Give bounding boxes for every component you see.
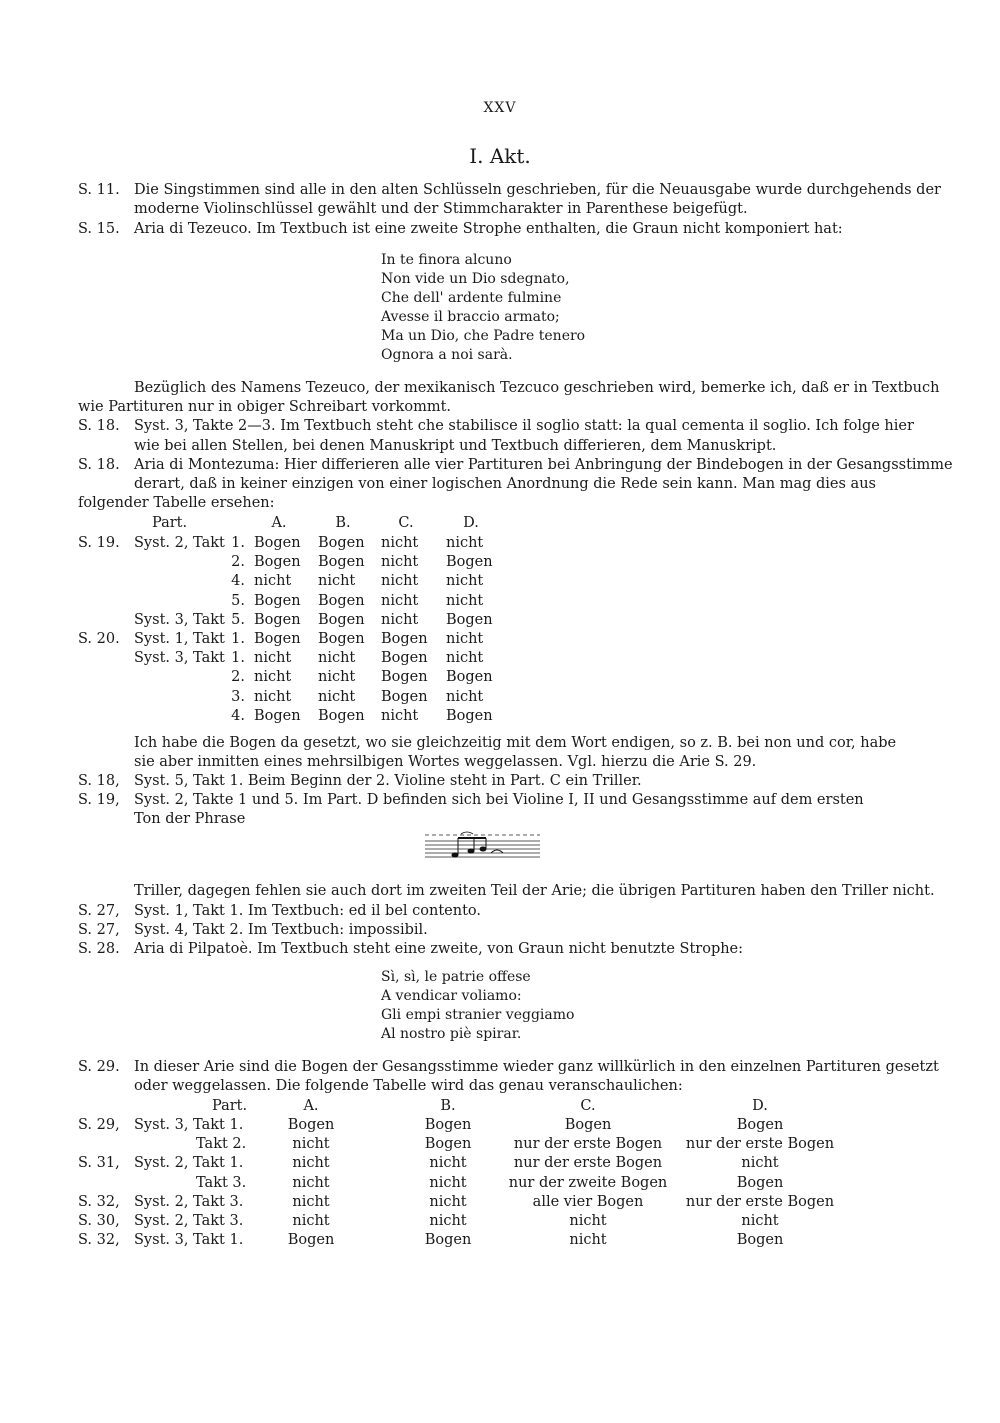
table-cell: Bogen <box>287 1117 335 1133</box>
table-cell-takt: 4. <box>231 573 245 589</box>
table-cell-takt: 5. <box>231 612 245 628</box>
table-cell-system: Syst. 2, Takt 3. <box>134 1213 244 1229</box>
table-cell: nicht <box>254 669 292 685</box>
verse-line: Sì, sì, le patrie offese <box>381 969 531 985</box>
table-cell-takt: 2. <box>231 554 245 570</box>
table-header: Part. <box>152 515 188 531</box>
table-cell: Bogen <box>254 612 301 628</box>
table-cell-takt: 1. <box>231 535 245 551</box>
table-cell: nicht <box>446 631 484 647</box>
table-cell: nicht <box>446 535 484 551</box>
table-cell: Bogen <box>254 593 301 609</box>
table-cell-system: Syst. 3, Takt <box>134 612 225 628</box>
note-label: S. 29. <box>78 1059 120 1075</box>
table-cell: nur der erste Bogen <box>513 1136 663 1152</box>
table-cell: nicht <box>741 1155 779 1171</box>
note-label: S. 28. <box>78 941 120 957</box>
note-label: S. 27, <box>78 922 120 938</box>
table-cell: Bogen <box>736 1232 784 1248</box>
table-header: D. <box>752 1098 768 1114</box>
table-cell: nicht <box>381 612 419 628</box>
table-cell: nicht <box>381 593 419 609</box>
table-cell-takt: 5. <box>231 593 245 609</box>
music-notation-example <box>425 829 540 863</box>
table-cell-page: S. 31, <box>78 1155 120 1171</box>
verse-line: Ma un Dio, che Padre tenero <box>381 328 586 344</box>
note-label: S. 18. <box>78 457 120 473</box>
table-cell: Bogen <box>318 535 365 551</box>
table-cell: Bogen <box>318 593 365 609</box>
table-cell: Bogen <box>287 1232 335 1248</box>
note-text: folgender Tabelle ersehen: <box>78 495 275 511</box>
table-cell: nicht <box>381 535 419 551</box>
table-header: B. <box>335 515 351 531</box>
table-cell-system: Syst. 1, Takt <box>134 631 225 647</box>
note-text: oder weggelassen. Die folgende Tabelle wird das genau veranschaulichen: <box>134 1078 683 1094</box>
verse-line: Avesse il braccio armato; <box>381 309 560 325</box>
note-text: In dieser Arie sind die Bogen der Gesangsstimme wieder ganz willkürlich in den einzelnen Partituren gesetzt <box>134 1059 939 1075</box>
table-cell: Bogen <box>318 612 365 628</box>
note-text: Aria di Tezeuco. Im Textbuch ist eine zweite Strophe enthalten, die Graun nicht komponiert hat: <box>134 221 843 237</box>
table-cell-page: S. 32, <box>78 1194 120 1210</box>
verse-line: Al nostro piè spirar. <box>381 1026 522 1042</box>
table-cell-system: Syst. 2, Takt 1. <box>134 1155 244 1171</box>
table-cell: Bogen <box>446 708 493 724</box>
table-cell: nicht <box>429 1155 467 1171</box>
table-cell: Bogen <box>424 1117 472 1133</box>
paragraph-line: Triller, dagegen fehlen sie auch dort im zweiten Teil der Arie; die übrigen Partituren haben den Triller nicht. <box>134 883 935 899</box>
table-cell-system: Syst. 3, Takt 1. <box>134 1232 244 1248</box>
table-header: A. <box>271 515 287 531</box>
verse-line: In te finora alcuno <box>381 252 512 268</box>
table-cell: Bogen <box>318 554 365 570</box>
note-text: Syst. 4, Takt 2. Im Textbuch: impossibil. <box>134 922 428 938</box>
table-header: A. <box>303 1098 319 1114</box>
table-cell: nicht <box>318 689 356 705</box>
page-number: XXV <box>483 100 517 116</box>
note-label: S. 11. <box>78 182 120 198</box>
verse-line: Che dell' ardente fulmine <box>381 290 562 306</box>
table-cell-page: S. 20. <box>78 631 120 647</box>
table-cell: nicht <box>254 573 292 589</box>
table-cell: nicht <box>292 1194 330 1210</box>
table-cell: nicht <box>292 1175 330 1191</box>
table-cell: Bogen <box>424 1232 472 1248</box>
table-cell: Bogen <box>736 1117 784 1133</box>
table-cell-page: S. 29, <box>78 1117 120 1133</box>
table-cell: nicht <box>446 573 484 589</box>
table-cell: nur der erste Bogen <box>685 1194 835 1210</box>
table-cell: Bogen <box>254 708 301 724</box>
table-cell: nicht <box>741 1213 779 1229</box>
note-text: Syst. 2, Takte 1 und 5. Im Part. D befinden sich bei Violine I, II und Gesangsstimme auf dem ersten <box>134 792 864 808</box>
paragraph-line: Ich habe die Bogen da gesetzt, wo sie gleichzeitig mit dem Wort endigen, so z. B. bei non und cor, habe <box>134 735 897 751</box>
table-cell: Bogen <box>381 631 428 647</box>
verse-line: A vendicar voliamo: <box>381 988 522 1004</box>
table-header: C. <box>580 1098 596 1114</box>
table-cell-system: Syst. 2, Takt 3. <box>134 1194 244 1210</box>
table-header: Part. <box>212 1098 248 1114</box>
table-cell: nicht <box>429 1213 467 1229</box>
table-cell: Bogen <box>446 554 493 570</box>
table-cell: nicht <box>381 573 419 589</box>
table-cell-takt: 3. <box>231 689 245 705</box>
table-cell: nicht <box>318 650 356 666</box>
table-cell: Bogen <box>424 1136 472 1152</box>
table-cell: Bogen <box>318 631 365 647</box>
note-text: Syst. 3, Takte 2—3. Im Textbuch steht che stabilisce il soglio statt: la qual cementa il soglio. Ich folge hier <box>134 418 914 434</box>
note-label: S. 18. <box>78 418 120 434</box>
paragraph-line: sie aber inmitten eines mehrsilbigen Wortes weggelassen. Vgl. hierzu die Arie S. 29. <box>134 754 757 770</box>
table-cell: Bogen <box>381 650 428 666</box>
note-text: Syst. 1, Takt 1. Im Textbuch: ed il bel contento. <box>134 903 482 919</box>
table-header: D. <box>463 515 479 531</box>
table-cell: nicht <box>446 593 484 609</box>
table-cell: Bogen <box>318 708 365 724</box>
note-text: Syst. 5, Takt 1. Beim Beginn der 2. Violine steht in Part. C ein Triller. <box>134 773 642 789</box>
table-cell-system: Takt 3. <box>196 1175 247 1191</box>
table-cell-system: Syst. 2, Takt <box>134 535 225 551</box>
table-cell: alle vier Bogen <box>532 1194 644 1210</box>
note-text: Aria di Pilpatoè. Im Textbuch steht eine zweite, von Graun nicht benutzte Strophe: <box>134 941 744 957</box>
note-label: S. 15. <box>78 221 120 237</box>
note-text: Ton der Phrase <box>134 811 246 827</box>
table-cell: nicht <box>254 689 292 705</box>
table-cell: nicht <box>381 708 419 724</box>
note-label: S. 27, <box>78 903 120 919</box>
table-cell-takt: 2. <box>231 669 245 685</box>
table-cell-page: S. 30, <box>78 1213 120 1229</box>
verse-line: Gli empi stranier veggiamo <box>381 1007 575 1023</box>
note-text: Die Singstimmen sind alle in den alten Schlüsseln geschrieben, für die Neuausgabe wurde durchgehends der <box>134 182 941 198</box>
table-cell: Bogen <box>381 669 428 685</box>
table-cell: Bogen <box>446 669 493 685</box>
table-cell: Bogen <box>564 1117 612 1133</box>
note-text: moderne Violinschlüssel gewählt und der Stimmcharakter in Parenthese beigefügt. <box>134 201 748 217</box>
table-cell-page: S. 32, <box>78 1232 120 1248</box>
table-cell: nicht <box>569 1213 607 1229</box>
table-cell: Bogen <box>446 612 493 628</box>
table-cell-system: Takt 2. <box>196 1136 247 1152</box>
table-cell-page: S. 19. <box>78 535 120 551</box>
note-text: Aria di Montezuma: Hier differieren alle vier Partituren bei Anbringung der Bindebogen in der Gesangsstimme <box>134 457 953 473</box>
table-cell: nur der zweite Bogen <box>508 1175 668 1191</box>
table-cell: Bogen <box>381 689 428 705</box>
verse-line: Ognora a noi sarà. <box>381 347 513 363</box>
table-cell: nur der erste Bogen <box>513 1155 663 1171</box>
table-cell: Bogen <box>736 1175 784 1191</box>
table-header: B. <box>440 1098 456 1114</box>
table-cell: nicht <box>429 1194 467 1210</box>
table-cell: nicht <box>381 554 419 570</box>
table-cell: nicht <box>446 689 484 705</box>
act-title: I. Akt. <box>469 144 531 168</box>
table-cell: nicht <box>292 1155 330 1171</box>
table-cell: nicht <box>254 650 292 666</box>
note-text: wie bei allen Stellen, bei denen Manuskript und Textbuch differieren, dem Manuskript. <box>134 438 777 454</box>
table-cell-system: Syst. 3, Takt 1. <box>134 1117 244 1133</box>
table-cell: Bogen <box>254 554 301 570</box>
table-cell: nicht <box>446 650 484 666</box>
table-header: C. <box>398 515 414 531</box>
table-cell-takt: 4. <box>231 708 245 724</box>
table-cell-takt: 1. <box>231 631 245 647</box>
paragraph-line: Bezüglich des Namens Tezeuco, der mexikanisch Tezcuco geschrieben wird, bemerke ich, daß er in Textbuch <box>134 380 940 396</box>
table-cell: nicht <box>292 1213 330 1229</box>
table-cell-system: Syst. 3, Takt <box>134 650 225 666</box>
table-cell: nicht <box>429 1175 467 1191</box>
note-text: derart, daß in keiner einzigen von einer logischen Anordnung die Rede sein kann. Man mag dies aus <box>134 476 876 492</box>
note-label: S. 19, <box>78 792 120 808</box>
paragraph-line: wie Partituren nur in obiger Schreibart vorkommt. <box>78 399 452 415</box>
table-cell: Bogen <box>254 631 301 647</box>
table-cell: nicht <box>318 573 356 589</box>
note-label: S. 18, <box>78 773 120 789</box>
table-cell: nicht <box>292 1136 330 1152</box>
table-cell: Bogen <box>254 535 301 551</box>
table-cell: nur der erste Bogen <box>685 1136 835 1152</box>
table-cell: nicht <box>318 669 356 685</box>
table-cell-takt: 1. <box>231 650 245 666</box>
verse-line: Non vide un Dio sdegnato, <box>381 271 570 287</box>
table-cell: nicht <box>569 1232 607 1248</box>
